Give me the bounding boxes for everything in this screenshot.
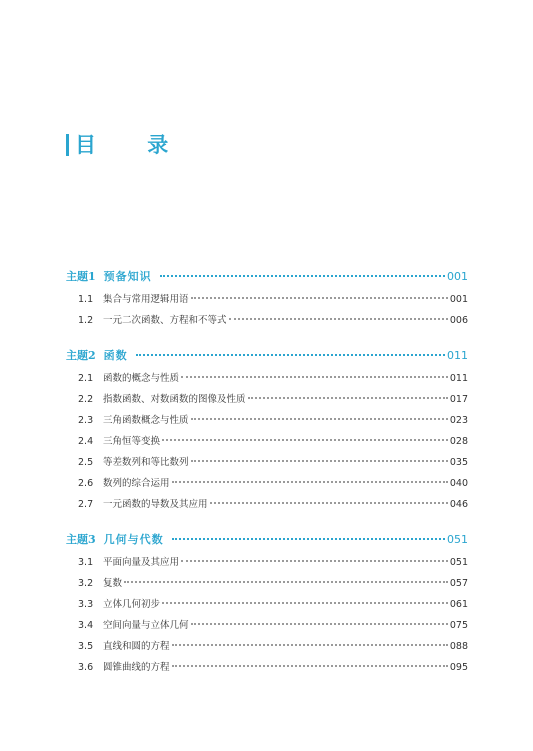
topic-title: 函数 [103,349,128,362]
dot-leader [124,581,448,583]
entry-page-number: 046 [449,499,468,510]
toc-entry[interactable] [66,636,468,657]
dot-leader [229,318,448,320]
toc-entry[interactable] [66,389,468,410]
toc-entry[interactable] [66,594,468,615]
entry-number: 2.5 [78,457,94,468]
toc-entry[interactable] [66,368,468,389]
entry-number: 3.4 [78,620,94,631]
entry-page-number: 001 [449,294,468,305]
entry-page-number: 011 [449,373,468,384]
table-of-contents [66,268,468,678]
toc-entry[interactable] [66,573,468,594]
entry-title: 函数的概念与性质 [103,373,180,384]
entry-page-number: 040 [449,478,468,489]
entry-number: 2.7 [78,499,94,510]
topic-label: 主题1 [66,270,96,283]
dot-leader [160,275,445,277]
dot-leader [191,623,448,625]
toc-entry[interactable] [66,615,468,636]
entry-title: 一元二次函数、方程和不等式 [103,315,227,326]
toc-entry[interactable] [66,452,468,473]
dot-leader [136,354,445,356]
topic-label: 主题3 [66,533,96,546]
entry-page-number: 095 [449,662,468,673]
toc-entry[interactable] [66,410,468,431]
entry-number: 1.2 [78,315,94,326]
page-title: 目 录 [75,132,191,157]
toc-entry[interactable] [66,310,468,331]
entry-title: 等差数列和等比数列 [103,457,189,468]
entry-number: 2.6 [78,478,94,489]
entry-title: 集合与常用逻辑用语 [103,294,189,305]
dot-leader [191,418,448,420]
topic-title: 几何与代数 [103,533,164,546]
entry-number: 3.2 [78,578,94,589]
toc-entry[interactable] [66,289,468,310]
entry-page-number: 075 [449,620,468,631]
entry-page-number: 057 [449,578,468,589]
dot-leader [172,538,445,540]
dot-leader [162,602,448,604]
toc-entry[interactable] [66,552,468,573]
entry-title: 三角函数概念与性质 [103,415,189,426]
topic-title: 预备知识 [103,270,152,283]
toc-entry[interactable] [66,494,468,515]
entry-page-number: 061 [449,599,468,610]
toc-entry[interactable] [66,657,468,678]
entry-page-number: 035 [449,457,468,468]
entry-number: 2.2 [78,394,94,405]
toc-topic[interactable] [66,347,468,364]
entry-page-number: 023 [449,415,468,426]
entry-number: 1.1 [78,294,94,305]
dot-leader [210,502,448,504]
entry-number: 2.4 [78,436,94,447]
entry-page-number: 006 [449,315,468,326]
toc-topic[interactable] [66,268,468,285]
entry-page-number: 051 [449,557,468,568]
topic-page-number: 051 [447,533,468,546]
entry-page-number: 028 [449,436,468,447]
entry-number: 3.1 [78,557,94,568]
dot-leader [191,460,448,462]
entry-number: 2.1 [78,373,94,384]
topic-label: 主题2 [66,349,96,362]
entry-number: 3.3 [78,599,94,610]
entry-title: 空间向量与立体几何 [103,620,189,631]
dot-leader [172,644,448,646]
dot-leader [162,439,448,441]
entry-title: 指数函数、对数函数的图像及性质 [103,394,246,405]
entry-title: 数列的综合运用 [103,478,170,489]
dot-leader [172,665,448,667]
entry-title: 一元函数的导数及其应用 [103,499,208,510]
dot-leader [191,297,448,299]
dot-leader [181,376,448,378]
entry-page-number: 088 [449,641,468,652]
entry-title: 圆锥曲线的方程 [103,662,170,673]
entry-title: 三角恒等变换 [103,436,161,447]
heading-accent-bar [66,134,69,156]
entry-page-number: 017 [449,394,468,405]
dot-leader [181,560,448,562]
toc-entry[interactable] [66,473,468,494]
entry-number: 3.5 [78,641,94,652]
dot-leader [248,397,448,399]
topic-page-number: 011 [447,349,468,362]
entry-title: 立体几何初步 [103,599,161,610]
entry-title: 复数 [103,578,123,589]
entry-title: 直线和圆的方程 [103,641,170,652]
toc-heading [66,132,190,158]
entry-title: 平面向量及其应用 [103,557,180,568]
dot-leader [172,481,448,483]
toc-entry[interactable] [66,431,468,452]
topic-page-number: 001 [447,270,468,283]
toc-topic[interactable] [66,531,468,548]
entry-number: 3.6 [78,662,94,673]
entry-number: 2.3 [78,415,94,426]
